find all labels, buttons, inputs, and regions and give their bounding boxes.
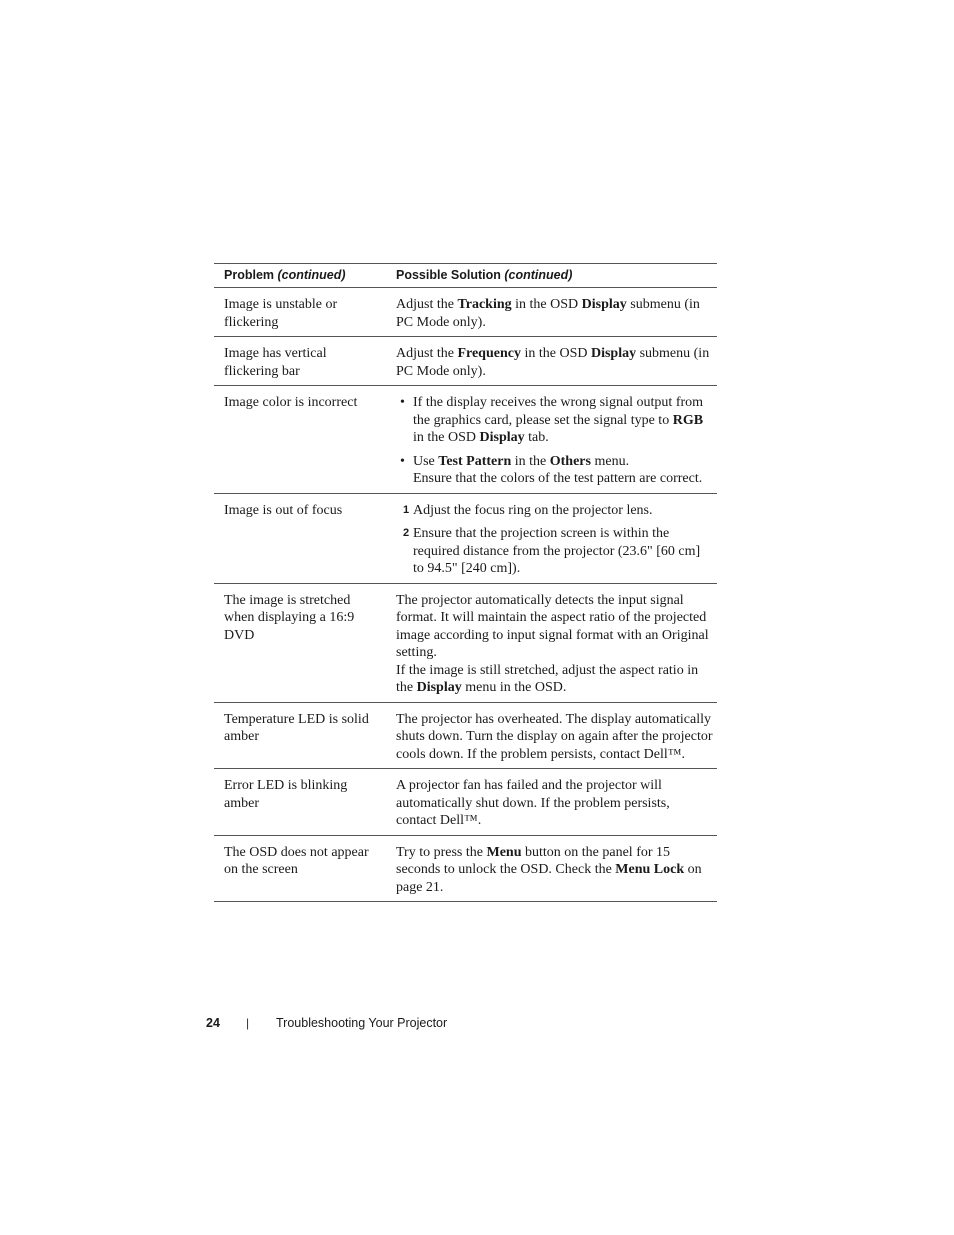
- problem-cell: Image is unstable or flickering: [224, 297, 338, 330]
- table-header-row: [214, 264, 717, 288]
- solution-cell: The projector has overheated. The display automatically shuts down. Turn the display on again after the projector cools down. If the problem persists, contact Dell™.: [396, 711, 713, 762]
- page-footer: [206, 1016, 447, 1030]
- bullet-mark: •: [400, 453, 405, 469]
- table-row: [214, 836, 717, 903]
- problem-cell: Error LED is blinking amber: [224, 778, 348, 811]
- solution-cell: A projector fan has failed and the projector will automatically shut down. If the problem persists, contact Dell™.: [396, 778, 670, 828]
- header-problem: Problem (continued): [224, 268, 346, 282]
- bullet-mark: •: [400, 395, 405, 410]
- troubleshooting-table: [214, 263, 717, 902]
- table-row: [214, 584, 717, 703]
- step-item: 1 Adjust the focus ring on the projector lens.: [396, 502, 713, 520]
- section-title: Troubleshooting Your Projector: [276, 1016, 448, 1030]
- page-number: 24: [206, 1016, 220, 1030]
- step-item: 2 Ensure that the projection screen is within the required distance from the projector (23.6" [60 cm] to 94.5" [240 cm]).: [396, 525, 713, 578]
- solution-cell: Try to press the Menu button on the panel for 15 seconds to unlock the OSD. Check the Menu Lock on page 21.: [396, 844, 702, 895]
- problem-cell: Image color is incorrect: [224, 395, 358, 410]
- footer-separator: |: [246, 1016, 250, 1030]
- table-row: [214, 386, 717, 494]
- problem-cell: Temperature LED is solid amber: [224, 711, 369, 744]
- problem-cell: Image is out of focus: [224, 502, 343, 518]
- solution-cell: Adjust the Frequency in the OSD Display submenu (in PC Mode only).: [396, 346, 710, 379]
- bullet-item: • Use Test Pattern in the Others menu. Ensure that the colors of the test pattern are correct.: [396, 453, 713, 488]
- table-row: [214, 703, 717, 770]
- header-solution: Possible Solution (continued): [396, 268, 573, 282]
- solution-cell: [386, 386, 717, 493]
- solution-cell: [386, 494, 717, 583]
- solution-cell: Adjust the Tracking in the OSD Display submenu (in PC Mode only).: [396, 297, 700, 330]
- solution-cell: The projector automatically detects the input signal format. It will maintain the aspect ratio of the projected image according to input signal format with an Original setting. If the image is still stretched, adjust the aspect ratio in the Display menu in the OSD.: [396, 592, 709, 695]
- problem-cell: The OSD does not appear on the screen: [224, 844, 369, 877]
- table-row: [214, 337, 717, 386]
- table-row: [214, 288, 717, 337]
- table-row: [214, 494, 717, 584]
- bullet-item: • If the display receives the wrong signal output from the graphics card, please set the signal type to RGB in the OSD Display tab.: [396, 394, 713, 447]
- problem-cell: The image is stretched when displaying a 16:9 DVD: [224, 592, 355, 643]
- table-row: [214, 769, 717, 836]
- step-number: 2: [403, 527, 410, 539]
- problem-cell: Image has vertical flickering bar: [224, 346, 327, 379]
- step-number: 1: [403, 503, 410, 516]
